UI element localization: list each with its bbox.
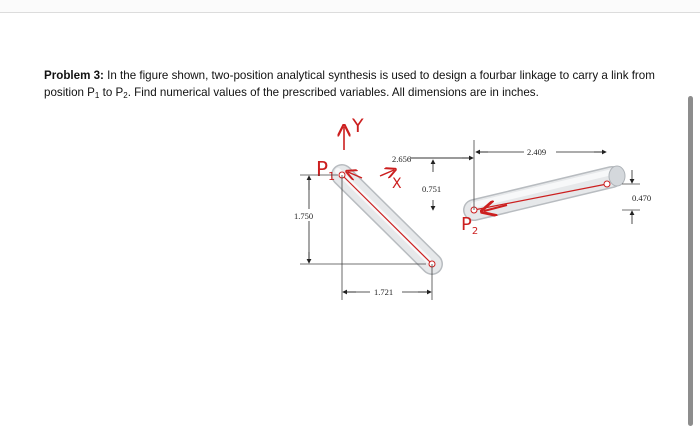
dim-0470: 0.470: [632, 193, 652, 203]
problem-sub-1: 1: [94, 91, 100, 100]
dim-2656: 2.656: [392, 154, 412, 164]
dim-1721: 1.721: [374, 287, 394, 297]
problem-text-3: . Find numerical values of the prescribed variables. All dimensions are in inches.: [127, 86, 539, 99]
link-position-2: [474, 166, 625, 210]
joint-p2-end: [604, 181, 610, 187]
problem-text-2: to P: [99, 86, 124, 99]
problem-text-1: In the figure shown, two-position analytical synthesis is used to design a fourbar linkage to carry a link from position P: [44, 69, 655, 99]
link-1-centerline: [342, 175, 432, 264]
x-axis-label: X: [392, 176, 402, 192]
y-axis-label: Y: [352, 115, 364, 137]
dim-2409: 2.409: [527, 147, 547, 157]
p1-label: $P_1$: [316, 157, 336, 183]
problem-label: Problem 3:: [44, 69, 104, 82]
dim-0751: 0.751: [422, 184, 442, 194]
dim-1750: 1.750: [294, 211, 314, 221]
p2-label: $P_2$: [461, 214, 479, 237]
p2-subscript: 2: [471, 226, 479, 237]
p1-subscript: 1: [328, 170, 336, 183]
problem-sub-2: 2: [123, 91, 128, 100]
